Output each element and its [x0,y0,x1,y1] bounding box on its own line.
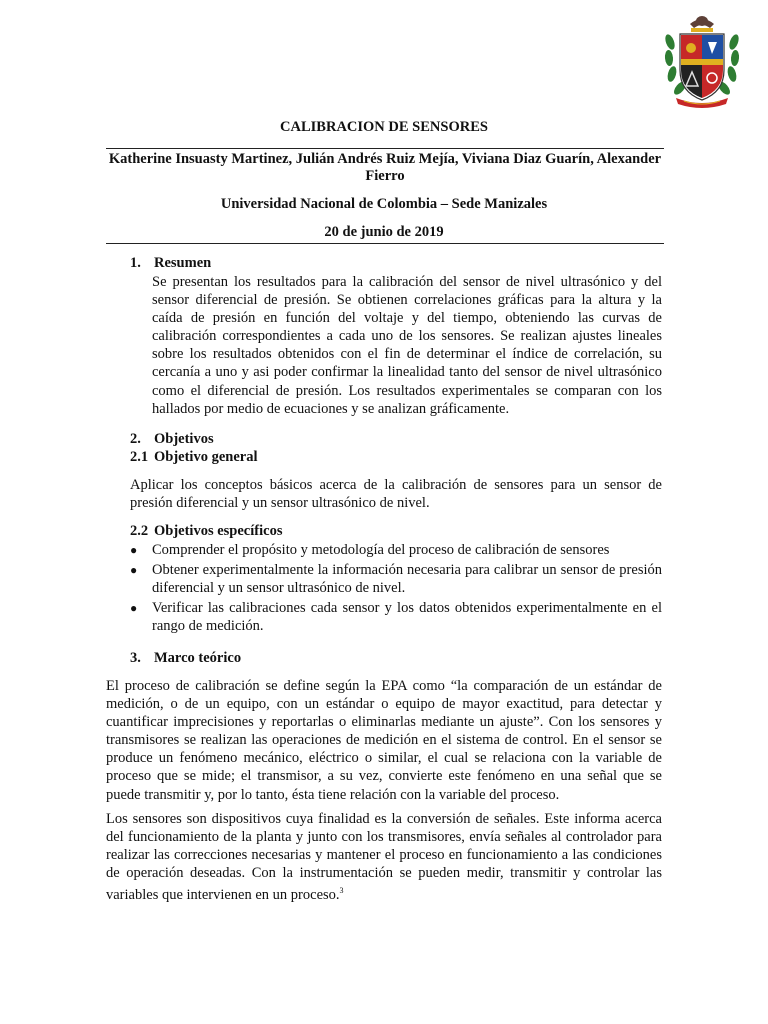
bullet-icon: ● [130,563,138,577]
list-item-text: Verificar las calibraciones cada sensor y los datos obtenidos experimentalmente en el rango de medición. [152,600,662,634]
list-item [128,541,662,559]
objetivo-general-heading [130,449,258,466]
objetivo-general-heading-text: Objetivo general [154,449,258,465]
marco-teorico-paragraph-1: El proceso de calibración se define según la EPA como “la comparación de un estándar de medición, o de un equipo, con un estándar o equipo de mayor exactitud, para detectar y cuantificar imprecisiones y reportarlas o eliminarlas mediante un ajuste”. Con los sensores y transmisores se realizan las operaciones de medición en el sistema de control. En el sensor se produce un fenómeno mecánico, eléctrico o similar, el cual se relaciona con la variable de proceso que se mide; el transmisor, a su vez, convierte este fenómeno en una señal que se puede transmitir y, por lo tanto, ésta tiene relación con la variable del proceso. [106,678,662,803]
university-crest-logo [664,12,740,108]
resumen-heading [130,255,211,272]
marco-teorico-paragraph-2-text: Los sensores son dispositivos cuya finalidad es la conversión de señales. Este informa acerca del funcionamiento de la planta y junto con los transmisores, envía señales al controlador para realizar las correcciones necesarias y mantener el proceso en funcionamiento a las condiciones de operación deseadas. Con la instrumentación se pueden medir, transmitir y controlar las variables que intervienen en un proceso. [106,811,662,904]
institution-line: Universidad Nacional de Colombia – Sede Manizales [220,196,548,212]
document-title: CALIBRACION DE SENSORES [280,119,488,135]
marco-teorico-paragraph-2 [106,810,662,904]
objetivos-heading [130,431,214,448]
list-item [128,561,662,597]
objetivos-especificos-heading [130,523,282,540]
objetivos-especificos-number: 2.2 [130,523,149,539]
authors-line: Katherine Insuasty Martinez, Julián Andrés Ruiz Mejía, Viviana Diaz Guarín, Alexander Fierro [108,151,662,184]
bullet-icon: ● [130,543,138,557]
objetivos-especificos-heading-text: Objetivos específicos [154,523,283,539]
footnote-reference[interactable]: 3 [339,886,344,896]
objetivos-especificos-list [128,541,662,637]
marco-teorico-heading [130,650,241,667]
resumen-paragraph: Se presentan los resultados para la calibración del sensor de nivel ultrasónico y del sensor diferencial de presión. Se obtienen correlaciones gráficas para la altura y la caída de presión en función del voltaje y del tiempo, obteniendo las curvas de calibración correspondientes a cada uno de los sensores. Se realizan ajustes lineales sobre los resultados obtenidos con el fin de determinar el índice de correlación, su cercanía a uno y asi poder confirmar la linealidad tanto del sensor de nivel ultrasónico como el diferencial de presión. Los resultados experimentales se comparan con los hallados por medio de ecuaciones y se analizan gráficamente. [152,274,662,417]
objetivo-general-number: 2.1 [130,449,149,465]
marco-teorico-heading-text: Marco teórico [154,650,242,666]
list-item-text: Obtener experimentalmente la información necesaria para calibrar un sensor de presión diferencial y un sensor ultrasónico de nivel. [152,562,662,596]
list-item-text: Comprender el propósito y metodología del proceso de calibración de sensores [152,542,610,558]
objetivos-heading-text: Objetivos [154,431,214,447]
bullet-icon: ● [130,601,138,615]
list-item [128,599,662,635]
header-bottom-rule [106,243,664,244]
header-top-rule [106,148,664,149]
objetivo-general-paragraph: Aplicar los conceptos básicos acerca de la calibración de sensores para un sensor de presión diferencial y un sensor ultrasónico de nivel. [130,477,662,512]
marco-teorico-number: 3. [130,650,141,666]
resumen-number: 1. [130,255,141,271]
resumen-heading-text: Resumen [154,255,212,271]
objetivos-number: 2. [130,431,141,447]
date-line: 20 de junio de 2019 [324,224,444,240]
